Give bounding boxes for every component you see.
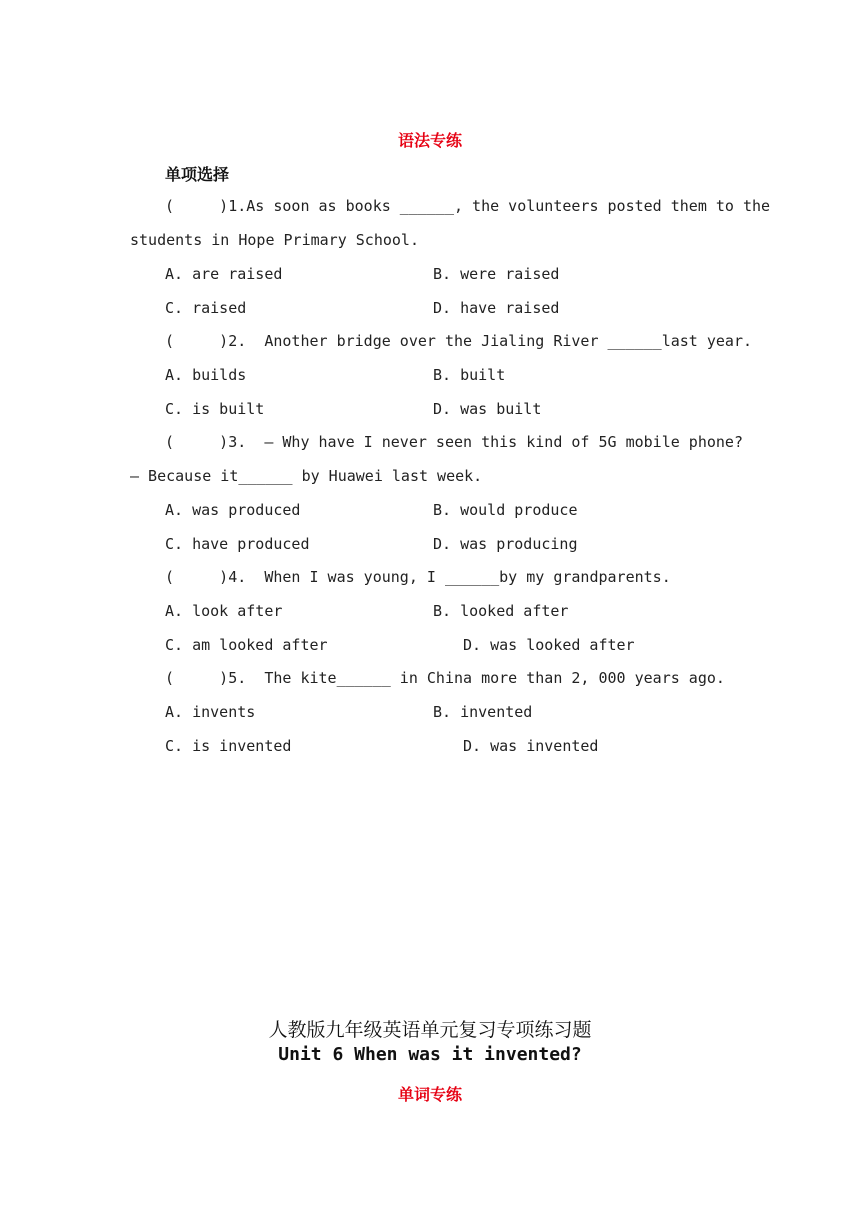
question-1-option-c: C. raised: [165, 299, 247, 317]
question-2-option-a: A. builds: [165, 366, 247, 384]
question-4-option-b: B. looked after: [433, 602, 569, 620]
question-5-option-a: A. invents: [165, 703, 256, 721]
question-3-stem-continued: — Because it______ by Huawei last week.: [130, 467, 483, 485]
question-5-option-b: B. invented: [433, 703, 533, 721]
question-1-option-b: B. were raised: [433, 265, 560, 283]
question-2-option-b: B. built: [433, 366, 506, 384]
vocab-section-title: 单词专练: [397, 1085, 462, 1104]
question-1-stem: ( )1.As soon as books ______, the volunteers posted them to the: [165, 197, 771, 215]
question-3-option-d: D. was producing: [433, 535, 578, 553]
question-2-option-c: C. is built: [165, 400, 265, 418]
question-3-stem: ( )3. — Why have I never seen this kind of 5G mobile phone?: [165, 433, 743, 451]
question-3-option-a: A. was produced: [165, 501, 301, 519]
question-3-option-c: C. have produced: [165, 535, 310, 553]
question-4-option-c: C. am looked after: [165, 636, 328, 654]
question-4-option-a: A. look after: [165, 602, 283, 620]
question-1-option-d: D. have raised: [433, 299, 560, 317]
question-1-stem-continued: students in Hope Primary School.: [130, 231, 419, 249]
question-5-option-c: C. is invented: [165, 737, 292, 755]
question-5-stem: ( )5. The kite______ in China more than 2, 000 years ago.: [165, 669, 725, 687]
question-2-option-d: D. was built: [433, 400, 542, 418]
workbook-title: 人教版九年级英语单元复习专项练习题: [268, 1019, 592, 1041]
question-2-stem: ( )2. Another bridge over the Jialing River ______last year.: [165, 332, 752, 350]
grammar-section-title: 语法专练: [397, 131, 462, 150]
question-5-option-d: D. was invented: [463, 737, 599, 755]
question-3-option-b: B. would produce: [433, 501, 578, 519]
question-4-option-d: D. was looked after: [463, 636, 635, 654]
question-1-option-a: A. are raised: [165, 265, 283, 283]
unit-title: Unit 6 When was it invented?: [278, 1044, 582, 1065]
single-choice-heading: 单项选择: [165, 165, 230, 184]
question-4-stem: ( )4. When I was young, I ______by my grandparents.: [165, 568, 671, 586]
